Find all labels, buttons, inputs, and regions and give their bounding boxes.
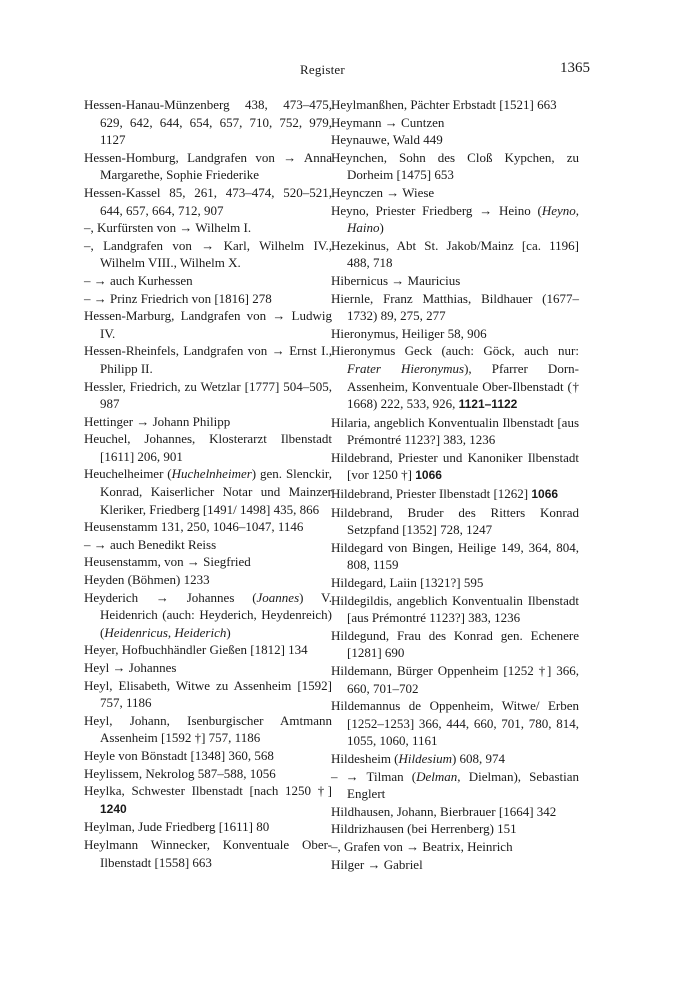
- index-entry: [84, 149, 332, 184]
- index-entry: [84, 818, 332, 836]
- entry-text: –, Grafen von → Beatrix, Heinrich: [331, 838, 513, 854]
- entry-text: Hessen-Rheinfels, Landgrafen von → Ernst I., Philipp II.: [84, 343, 332, 376]
- index-entry: [84, 290, 332, 308]
- index-entry: [84, 536, 332, 554]
- entry-text: Heusenstamm 131, 250, 1046–1047, 1146: [84, 519, 304, 535]
- index-entry: [84, 465, 332, 518]
- entry-text: Heynczen → Wiese: [331, 184, 435, 200]
- entry-text: Heynchen, Sohn des Cloß Kypchen, zu Dorheim [1475] 653: [331, 149, 579, 183]
- entry-text: Hildesheim (: [331, 750, 399, 766]
- entry-text: Heynauwe, Wald 449: [331, 132, 443, 148]
- entry-text: Hildebrand, Bruder des Ritters Konrad Setzpfand [1352] 728, 1247: [331, 504, 579, 538]
- italic-term: Huchelnheimer: [171, 466, 252, 482]
- index-column-left: [84, 96, 332, 871]
- italic-term: Joannes: [256, 589, 300, 605]
- entry-text: Hildemann, Bürger Oppenheim [1252 †] 366, 660, 701–702: [331, 663, 579, 696]
- index-entry: [331, 838, 579, 856]
- index-entry: [331, 592, 579, 627]
- index-entry: [331, 96, 579, 114]
- entry-text: Hessen-Hanau-Münzenberg 438, 473–475, 629, 642, 644, 654, 657, 710, 752, 979, 1127: [84, 97, 332, 148]
- entry-text: Heyl, Elisabeth, Witwe zu Assenheim [1592] 757, 1186: [84, 677, 332, 711]
- index-column-right: [331, 96, 579, 873]
- entry-text: ), Pfarrer Dorn-Assenheim, Konventuale Ober-Ilbenstadt († 1668) 222, 533, 926,: [347, 360, 579, 412]
- entry-text: – → Prinz Friedrich von [1816] 278: [84, 290, 272, 306]
- entry-text: Hildemannus de Oppenheim, Witwe/ Erben [1252–1253] 366, 444, 660, 701, 780, 814, 1055, 1060, 1161: [331, 698, 579, 749]
- entry-text: Heylissem, Nekrolog 587–588, 1056: [84, 765, 276, 781]
- index-entry: [331, 149, 579, 184]
- entry-text: –, Landgrafen von → Karl, Wilhelm IV., Wilhelm VIII., Wilhelm X.: [84, 237, 332, 271]
- index-entry: [331, 768, 579, 803]
- index-entry: [84, 782, 332, 818]
- index-entry: [84, 518, 332, 536]
- entry-text: ): [379, 220, 384, 236]
- index-entry: [331, 574, 579, 592]
- index-entry: [84, 553, 332, 571]
- index-entry: [84, 413, 332, 431]
- index-entry: [84, 272, 332, 290]
- page-number: 1365: [560, 60, 590, 76]
- index-entry: [331, 539, 579, 574]
- index-entry: [331, 202, 579, 237]
- index-entry: [331, 803, 579, 821]
- entry-text: Hibernicus → Mauricius: [331, 272, 461, 288]
- index-entry: [84, 712, 332, 747]
- entry-text: Heyl, Johann, Isenburgischer Amtmann Assenheim [1592 †] 757, 1186: [84, 712, 332, 746]
- index-entry: [84, 342, 332, 377]
- entry-text: Heusenstamm, von → Siegfried: [84, 554, 251, 570]
- index-entry: [84, 571, 332, 589]
- index-entry: [84, 659, 332, 677]
- entry-text: Hezekinus, Abt St. Jakob/Mainz [ca. 1196] 488, 718: [331, 237, 579, 271]
- entry-text: ) gen. Slenckir, Konrad, Kaiserlicher Notar und Mainzer Kleriker, Friedberg [1491/ 1498] 435, 866: [100, 466, 332, 517]
- italic-term: Delman: [416, 768, 458, 784]
- entry-text: Hettinger → Johann Philipp: [84, 413, 231, 429]
- index-entry: [84, 430, 332, 465]
- entry-text: Heyno, Priester Friedberg → Heino (: [331, 202, 542, 218]
- index-entry: [331, 272, 579, 290]
- index-entry: [84, 307, 332, 342]
- index-entry: [331, 750, 579, 768]
- entry-text: Hilger → Gabriel: [331, 856, 423, 872]
- bold-page-ref: 1066: [415, 468, 442, 483]
- entry-text: ,: [575, 202, 579, 218]
- index-entry: [331, 290, 579, 325]
- entry-text: Hessler, Friedrich, zu Wetzlar [1777] 504–505, 987: [84, 378, 332, 412]
- entry-text: ) 608, 974: [451, 750, 506, 766]
- index-entry: [84, 219, 332, 237]
- bold-page-ref: 1121–1122: [458, 397, 518, 412]
- index-entry: [331, 485, 579, 504]
- index-entry: [331, 131, 579, 149]
- entry-text: – → auch Benedikt Reiss: [84, 536, 217, 552]
- entry-text: Heyer, Hofbuchhändler Gießen [1812] 134: [84, 642, 308, 658]
- entry-text: Hildegard, Laiin [1321?] 595: [331, 575, 484, 591]
- bold-page-ref: 1066: [531, 487, 559, 502]
- entry-text: Heylmann Winnecker, Konventuale Ober-Ilbenstadt [1558] 663: [84, 836, 332, 870]
- index-entry: [331, 697, 579, 750]
- index-entry: [331, 449, 579, 485]
- index-entry: [331, 504, 579, 539]
- italic-term: Heyno: [541, 202, 576, 218]
- entry-text: ): [226, 624, 231, 640]
- entry-text: Hieronymus Geck (auch: Göck, auch nur:: [331, 343, 579, 359]
- italic-term: Heiderich: [174, 624, 227, 640]
- entry-text: Hiernle, Franz Matthias, Bildhauer (1677–1732) 89, 275, 277: [331, 290, 579, 324]
- entry-text: Heyl → Johannes: [84, 660, 177, 675]
- entry-text: ,: [167, 624, 175, 640]
- entry-text: –, Kurfürsten von → Wilhelm I.: [84, 220, 252, 236]
- entry-text: Hildebrand, Priester und Kanoniker Ilbenstadt [vor 1250 †]: [331, 449, 579, 483]
- index-entry: [331, 114, 579, 132]
- entry-text: ) V. Heidenrich (auch: Heyderich, Heydenreich) (: [100, 589, 332, 640]
- entry-text: Hildebrand, Priester Ilbenstadt [1262]: [331, 486, 532, 502]
- bold-page-ref: 1240: [100, 801, 127, 816]
- italic-term: Heidenricus: [104, 624, 168, 640]
- entry-text: Heyderich → Johannes (: [84, 589, 257, 605]
- entry-text: , Dielman), Sebastian Englert: [347, 768, 579, 802]
- entry-text: Heuchel, Johannes, Klosterarzt Ilbenstadt [1611] 206, 901: [84, 431, 332, 464]
- index-entry: [331, 325, 579, 343]
- entry-text: Heymann → Cuntzen: [331, 114, 445, 130]
- index-entry: [84, 589, 332, 642]
- italic-term: Hildesium: [398, 750, 452, 766]
- index-entry: [84, 677, 332, 712]
- entry-text: Hildegildis, angeblich Konventualin Ilbenstadt [aus Prémontré 1123?] 383, 1236: [331, 592, 579, 626]
- entry-text: Heylmanßhen, Pächter Erbstadt [1521] 663: [331, 97, 557, 112]
- entry-text: Heuchelheimer (: [84, 466, 172, 482]
- index-entry: [84, 747, 332, 765]
- entry-text: Heylman, Jude Friedberg [1611] 80: [84, 819, 270, 835]
- entry-text: Hieronymus, Heiliger 58, 906: [331, 325, 487, 341]
- index-entry: [84, 836, 332, 871]
- index-entry: [331, 342, 579, 413]
- index-entry: [84, 184, 332, 219]
- index-entry: [331, 414, 579, 449]
- index-entry: [84, 378, 332, 413]
- entry-text: Hildegund, Frau des Konrad gen. Echenere [1281] 690: [331, 627, 579, 661]
- entry-text: Heyle von Bönstadt [1348] 360, 568: [84, 747, 274, 763]
- entry-text: Hessen-Kassel 85, 261, 473–474, 520–521, 644, 657, 664, 712, 907: [84, 184, 332, 218]
- index-entry: [331, 856, 579, 874]
- index-entry: [84, 96, 332, 149]
- index-entry: [331, 627, 579, 662]
- index-entry: [84, 237, 332, 272]
- index-entry: [331, 237, 579, 272]
- italic-term: Haino: [347, 220, 380, 236]
- index-entry: [331, 184, 579, 202]
- entry-text: – → Tilman (: [331, 768, 417, 784]
- entry-text: Heylka, Schwester Ilbenstadt [nach 1250 †]: [84, 783, 332, 799]
- entry-text: Hildrizhausen (bei Herrenberg) 151: [331, 821, 517, 837]
- entry-text: – → auch Kurhessen: [84, 272, 193, 288]
- entry-text: Hessen-Homburg, Landgrafen von → Anna Margarethe, Sophie Friederike: [84, 149, 332, 183]
- index-entry: [331, 820, 579, 838]
- italic-term: Frater Hieronymus: [347, 360, 465, 376]
- entry-text: Hessen-Marburg, Landgrafen von → Ludwig IV.: [84, 308, 332, 341]
- entry-text: Heyden (Böhmen) 1233: [84, 572, 210, 588]
- index-entry: [84, 641, 332, 659]
- entry-text: Hilaria, angeblich Konventualin Ilbenstadt [aus Prémontré 1123?] 383, 1236: [331, 414, 579, 448]
- index-entry: [84, 765, 332, 783]
- index-entry: [331, 662, 579, 697]
- entry-text: Hildhausen, Johann, Bierbrauer [1664] 342: [331, 803, 557, 819]
- running-head: Register: [300, 62, 345, 77]
- entry-text: Hildegard von Bingen, Heilige 149, 364, 804, 808, 1159: [331, 539, 579, 573]
